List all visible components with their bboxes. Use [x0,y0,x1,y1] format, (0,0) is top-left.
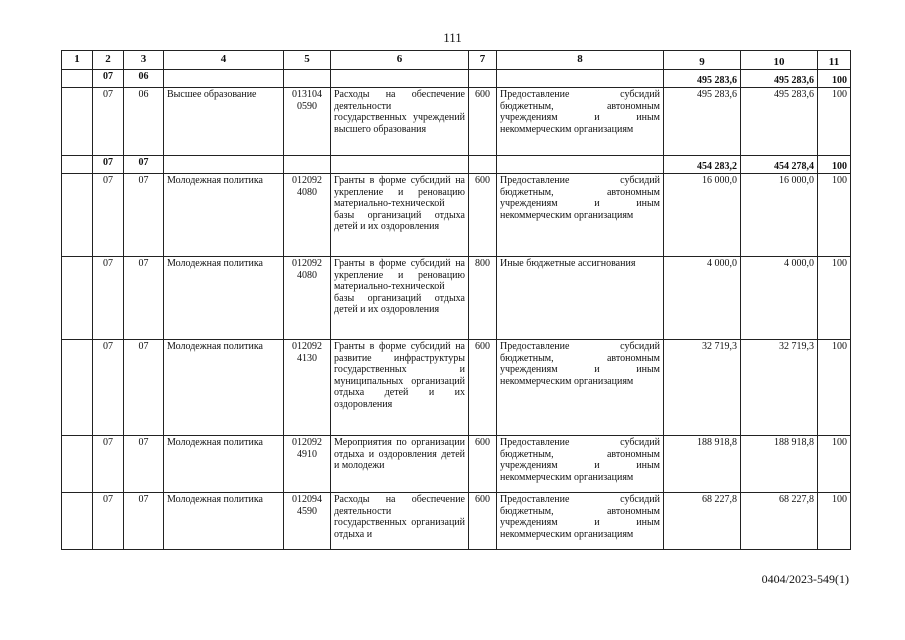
cell-target-code: 012092 4080 [284,174,331,257]
cell-executed: 4 000,0 [741,257,818,340]
cell [497,156,664,174]
table-row [62,493,851,550]
cell-section: 07 [93,88,124,156]
section-row [62,70,851,88]
cell-section: 07 [93,436,124,493]
cell-target-name: Гранты в форме субсидий на укрепление и реновацию материально-технической базы организаций отдыха детей и их оздоровления [331,257,469,340]
cell-percent: 100 [818,340,851,436]
cell [62,156,93,174]
col-header-4: 4 [164,51,284,70]
cell-approved: 188 918,8 [664,436,741,493]
cell-subsection-name: Молодежная политика [164,257,284,340]
cell [62,340,93,436]
cell-target-name: Расходы на обеспечение деятельности государственных организаций отдыха и [331,493,469,550]
cell-subsection: 06 [124,70,164,88]
cell [164,70,284,88]
col-header-9: 9 [664,51,741,70]
cell-expense-type-name: Иные бюджетные ассигнования [497,257,664,340]
cell [497,70,664,88]
cell [284,156,331,174]
cell-section: 07 [93,340,124,436]
cell [164,156,284,174]
cell-expense-type: 600 [469,436,497,493]
cell-approved: 68 227,8 [664,493,741,550]
col-header-7: 7 [469,51,497,70]
cell-percent: 100 [818,257,851,340]
cell-subsection-name: Молодежная политика [164,436,284,493]
table-row [62,174,851,257]
budget-table [61,50,851,550]
cell-expense-type: 600 [469,493,497,550]
cell [469,156,497,174]
cell-percent: 100 [818,70,851,88]
cell-section: 07 [93,70,124,88]
col-header-6: 6 [331,51,469,70]
cell-executed: 495 283,6 [741,70,818,88]
cell [62,174,93,257]
col-header-10: 10 [741,51,818,70]
cell-target-name: Гранты в форме субсидий на укрепление и реновацию материально-технической базы организаций отдыха детей и их оздоровления [331,174,469,257]
cell-executed: 32 719,3 [741,340,818,436]
cell-percent: 100 [818,174,851,257]
cell-target-code: 012092 4130 [284,340,331,436]
cell-subsection: 07 [124,257,164,340]
cell-expense-type-name: Предоставление субсидий бюджетным, автономным учреждениям и иным некоммерческим организациям [497,493,664,550]
cell-approved: 495 283,6 [664,88,741,156]
col-header-5: 5 [284,51,331,70]
cell-subsection-name: Молодежная политика [164,174,284,257]
cell-expense-type-name: Предоставление субсидий бюджетным, автономным учреждениям и иным некоммерческим организациям [497,436,664,493]
table-row [62,340,851,436]
cell [62,493,93,550]
cell [331,156,469,174]
col-header-11: 11 [818,51,851,70]
cell-expense-type-name: Предоставление субсидий бюджетным, автономным учреждениям и иным некоммерческим организациям [497,340,664,436]
cell-percent: 100 [818,156,851,174]
cell-section: 07 [93,493,124,550]
table-row [62,257,851,340]
cell-target-code: 012092 4910 [284,436,331,493]
cell [62,70,93,88]
cell-approved: 16 000,0 [664,174,741,257]
cell-expense-type-name: Предоставление субсидий бюджетным, автономным учреждениям и иным некоммерческим организациям [497,88,664,156]
cell-expense-type: 600 [469,174,497,257]
cell [469,70,497,88]
cell-section: 07 [93,257,124,340]
cell [62,257,93,340]
cell-executed: 68 227,8 [741,493,818,550]
cell-target-name: Расходы на обеспечение деятельности государственных учреждений высшего образования [331,88,469,156]
cell-subsection: 06 [124,88,164,156]
cell-approved: 454 283,2 [664,156,741,174]
cell-executed: 454 278,4 [741,156,818,174]
cell-percent: 100 [818,88,851,156]
cell-target-name: Гранты в форме субсидий на развитие инфраструктуры государственных и муниципальных организаций отдыха детей и их оздоровления [331,340,469,436]
cell [331,70,469,88]
section-row [62,156,851,174]
cell-expense-type-name: Предоставление субсидий бюджетным, автономным учреждениям и иным некоммерческим организациям [497,174,664,257]
cell [62,436,93,493]
cell-expense-type: 800 [469,257,497,340]
header-row [62,51,851,70]
cell-expense-type: 600 [469,340,497,436]
col-header-2: 2 [93,51,124,70]
cell-executed: 188 918,8 [741,436,818,493]
cell-percent: 100 [818,436,851,493]
cell [62,88,93,156]
cell-target-code: 013104 0590 [284,88,331,156]
cell-percent: 100 [818,493,851,550]
cell-target-code: 012092 4080 [284,257,331,340]
page-number: 111 [443,30,462,45]
cell-target-name: Мероприятия по организации отдыха и оздоровления детей и молодежи [331,436,469,493]
cell-executed: 495 283,6 [741,88,818,156]
table-row [62,436,851,493]
cell-subsection-name: Молодежная политика [164,493,284,550]
col-header-1: 1 [62,51,93,70]
document-code: 0404/2023-549(1) [761,572,849,586]
table-row [62,88,851,156]
cell [284,70,331,88]
cell-section: 07 [93,156,124,174]
cell-executed: 16 000,0 [741,174,818,257]
col-header-8: 8 [497,51,664,70]
cell-subsection: 07 [124,156,164,174]
cell-approved: 32 719,3 [664,340,741,436]
cell-subsection-name: Молодежная политика [164,340,284,436]
cell-expense-type: 600 [469,88,497,156]
cell-approved: 4 000,0 [664,257,741,340]
cell-subsection: 07 [124,174,164,257]
cell-section: 07 [93,174,124,257]
cell-subsection-name: Высшее образование [164,88,284,156]
cell-approved: 495 283,6 [664,70,741,88]
col-header-3: 3 [124,51,164,70]
cell-subsection: 07 [124,436,164,493]
cell-subsection: 07 [124,493,164,550]
cell-subsection: 07 [124,340,164,436]
cell-target-code: 012094 4590 [284,493,331,550]
